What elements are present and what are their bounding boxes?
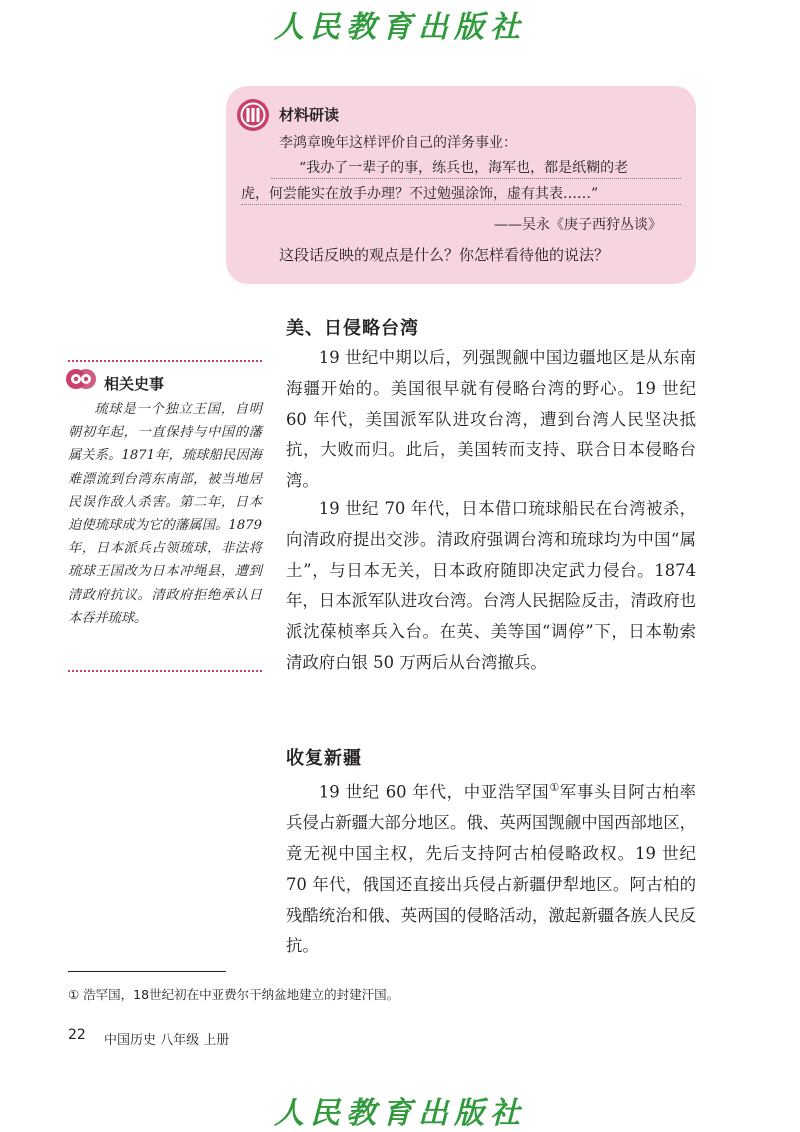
- sidebar-divider-bottom: [68, 670, 262, 672]
- publisher-logo-bottom: 人民教育出版社: [274, 1096, 526, 1131]
- sidebar-text: 琉球是一个独立王国，自明朝初年起，一直保持与中国的藩属关系。1871年，琉球船民因海难漂流到台湾东南部，被当地居民误作敌人杀害。第二年，日本迫使琉球成为它的藩属国。1879年，日本派兵占领琉球，非法将琉球王国改为日本冲绳县，遭到清政府抗议。清政府拒绝承认日本吞并琉球。: [68, 402, 262, 626]
- book-title: 中国历史 八年级 上册: [104, 1033, 230, 1048]
- sidebar-title: 相关史事: [104, 375, 165, 393]
- material-quote-line-2: 虎，何尝能实在放手办理？不过勉强涂饰，虚有其表……”: [241, 184, 681, 205]
- material-title: 材料研读: [279, 106, 340, 124]
- footnote-divider: [68, 971, 226, 972]
- section-heading-taiwan: 美、日侵略台湾: [286, 318, 419, 339]
- related-history-icon: [64, 362, 98, 396]
- material-reading-box: [226, 86, 696, 284]
- material-quote-line-1: “我办了一辈子的事，练兵也，海军也，都是纸糊的老: [271, 158, 681, 179]
- paragraph-text: 19 世纪 60 年代，中亚浩罕国: [318, 782, 550, 802]
- material-source: ——吴永《庚子西狩丛谈》: [494, 217, 662, 233]
- paragraph-text: 军事头目阿古柏率兵侵占新疆大部分地区。俄、英两国觊觎中国西部地区，竟无视中国主权，先后支持阿古柏侵略政权。19 世纪 70 年代，俄国还直接出兵侵占新疆伊犁地区。阿古柏的残酷统治和俄、英两国的侵略活动，激起新疆各族人民反抗。: [286, 782, 696, 956]
- material-question: 这段话反映的观点是什么？你怎样看待他的说法？: [279, 246, 610, 264]
- footnote-text: ① 浩罕国，18世纪初在中亚费尔干纳盆地建立的封建汗国。: [68, 987, 400, 1002]
- reading-icon: [236, 98, 270, 132]
- body-paragraph: 19 世纪 70 年代，日本借口琉球船民在台湾被杀，向清政府提出交涉。清政府强调台湾和琉球均为中国“属土”，与日本无关，日本政府随即决定武力侵台。1874 年，日本派军队进攻台湾。台湾人民据险反击，清政府也派沈葆桢率兵入台。在英、美等国“调停”下，日本勒索清政府白银 50 万两后从台湾撤兵。: [286, 499, 696, 672]
- page-number: 22: [68, 1027, 86, 1043]
- publisher-logo-top: 人民教育出版社: [274, 10, 526, 45]
- section-heading-xinjiang: 收复新疆: [286, 748, 362, 769]
- material-intro: 李鸿章晚年这样评价自己的洋务事业：: [279, 135, 517, 151]
- body-paragraph: 19 世纪中期以后，列强觊觎中国边疆地区是从东南海疆开始的。美国很早就有侵略台湾的野心。19 世纪 60 年代，美国派军队进攻台湾，遭到台湾人民坚决抵抗，大败而归。此后，美国转而支持、联合日本侵略台湾。: [286, 348, 696, 491]
- body-paragraph: [286, 773, 696, 962]
- footnote-marker[interactable]: ①: [549, 781, 560, 794]
